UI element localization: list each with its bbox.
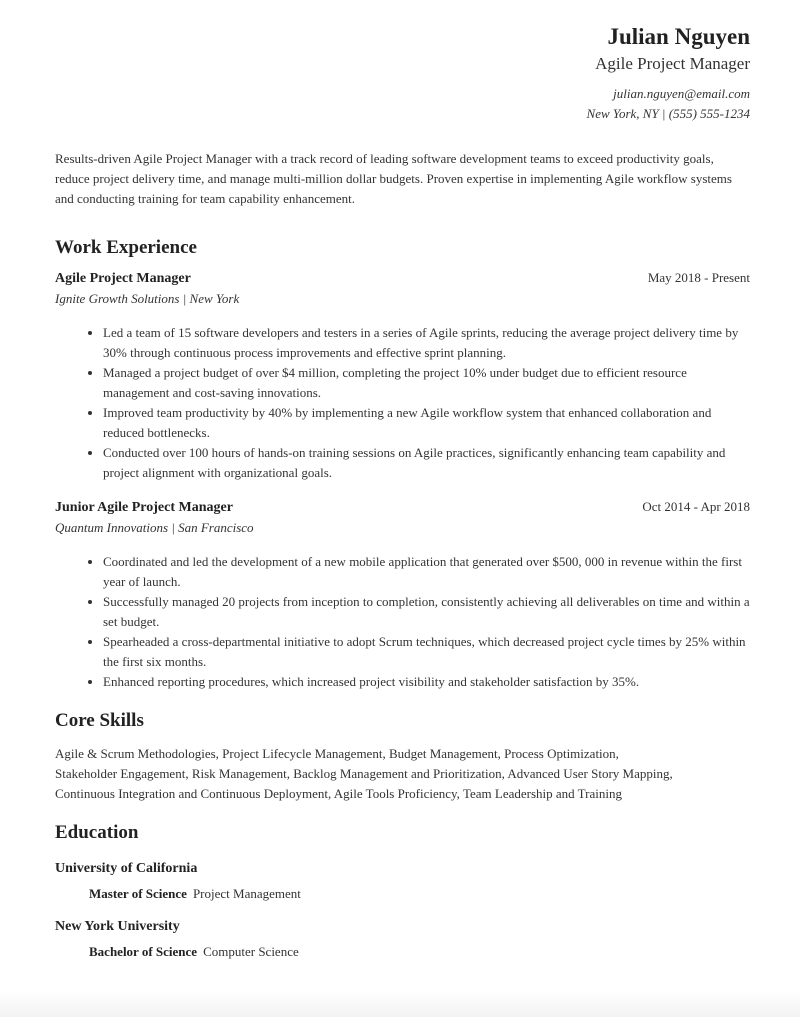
job-company: Ignite Growth Solutions | New York <box>55 291 240 306</box>
school-name: University of California <box>55 861 198 876</box>
page-bottom-shade <box>0 991 800 1017</box>
core-skills-section <box>55 709 750 804</box>
degree-field: Project Management <box>192 886 301 901</box>
job-company: Quantum Innovations | San Francisco <box>55 520 254 535</box>
job-bullet: • Successfully managed 20 projects from inception to completion, consistently achieving all deliverables on time and within a set budget. <box>103 592 750 632</box>
contact-email: julian.nguyen@email.com <box>613 86 750 101</box>
job-bullet: • Improved team productivity by 40% by implementing a new Agile workflow system that enhanced collaboration and reduced bottlenecks. <box>103 403 750 443</box>
job-entry <box>55 498 750 692</box>
skills-line: Agile & Scrum Methodologies, Project Lifecycle Management, Budget Management, Process Optimization, <box>55 746 619 761</box>
job-bullet: • Managed a project budget of over $4 million, completing the project 10% under budget due to efficient resource management and cost-saving innovations. <box>103 363 750 403</box>
education-section <box>55 821 750 962</box>
degree-line <box>55 942 750 962</box>
job-bullet: • Led a team of 15 software developers and testers in a series of Agile sprints, reducing the average project delivery time by 30% through continuous process improvements and effective sprint planning. <box>103 323 750 363</box>
degree-line <box>55 884 750 904</box>
section-heading-skills: Core Skills <box>55 710 144 731</box>
job-entry <box>55 269 750 483</box>
contact-info <box>55 84 750 124</box>
job-title: Junior Agile Project Manager <box>55 500 233 515</box>
candidate-role: Agile Project Manager <box>595 54 750 73</box>
degree-field: Computer Science <box>203 944 299 959</box>
skills-line: Continuous Integration and Continuous Deployment, Agile Tools Proficiency, Team Leadership and Training <box>55 786 622 801</box>
education-entry <box>55 859 750 904</box>
degree-type: Bachelor of Science <box>89 944 198 959</box>
job-bullets <box>55 552 750 692</box>
job-dates: Oct 2014 - Apr 2018 <box>642 499 750 514</box>
skills-list <box>55 744 750 804</box>
section-heading-education: Education <box>55 822 139 843</box>
job-bullet: • Enhanced reporting procedures, which increased project visibility and stakeholder satisfaction by 35%. <box>103 672 750 692</box>
job-dates: May 2018 - Present <box>647 270 750 285</box>
job-bullet: • Conducted over 100 hours of hands-on training sessions on Agile practices, significantly enhancing team capability and project alignment with organizational goals. <box>103 443 750 483</box>
job-bullet: • Coordinated and led the development of a new mobile application that generated over $500, 000 in revenue within the first year of launch. <box>103 552 750 592</box>
job-header <box>55 498 750 518</box>
contact-location-phone: New York, NY | (555) 555-1234 <box>586 106 750 121</box>
candidate-name: Julian Nguyen <box>607 24 750 49</box>
education-entry <box>55 917 750 962</box>
job-bullets <box>55 323 750 483</box>
professional-summary: Results-driven Agile Project Manager with a track record of leading software development teams to exceed productivity goals, reduce project delivery time, and manage multi-million dollar budgets. Proven expertise in implementing Agile workflow systems and conducting training for team capability enhancement. <box>55 151 732 206</box>
section-heading-work: Work Experience <box>55 237 197 258</box>
degree-type: Master of Science <box>89 886 187 901</box>
job-header <box>55 269 750 289</box>
job-title: Agile Project Manager <box>55 271 191 286</box>
job-bullet: • Spearheaded a cross-departmental initiative to adopt Scrum techniques, which decreased project cycle times by 25% within the first six months. <box>103 632 750 672</box>
skills-line: Stakeholder Engagement, Risk Management, Backlog Management and Prioritization, Advanced User Story Mapping, <box>55 766 673 781</box>
resume-header <box>55 0 750 124</box>
work-experience-section <box>55 236 750 692</box>
school-name: New York University <box>55 919 180 934</box>
